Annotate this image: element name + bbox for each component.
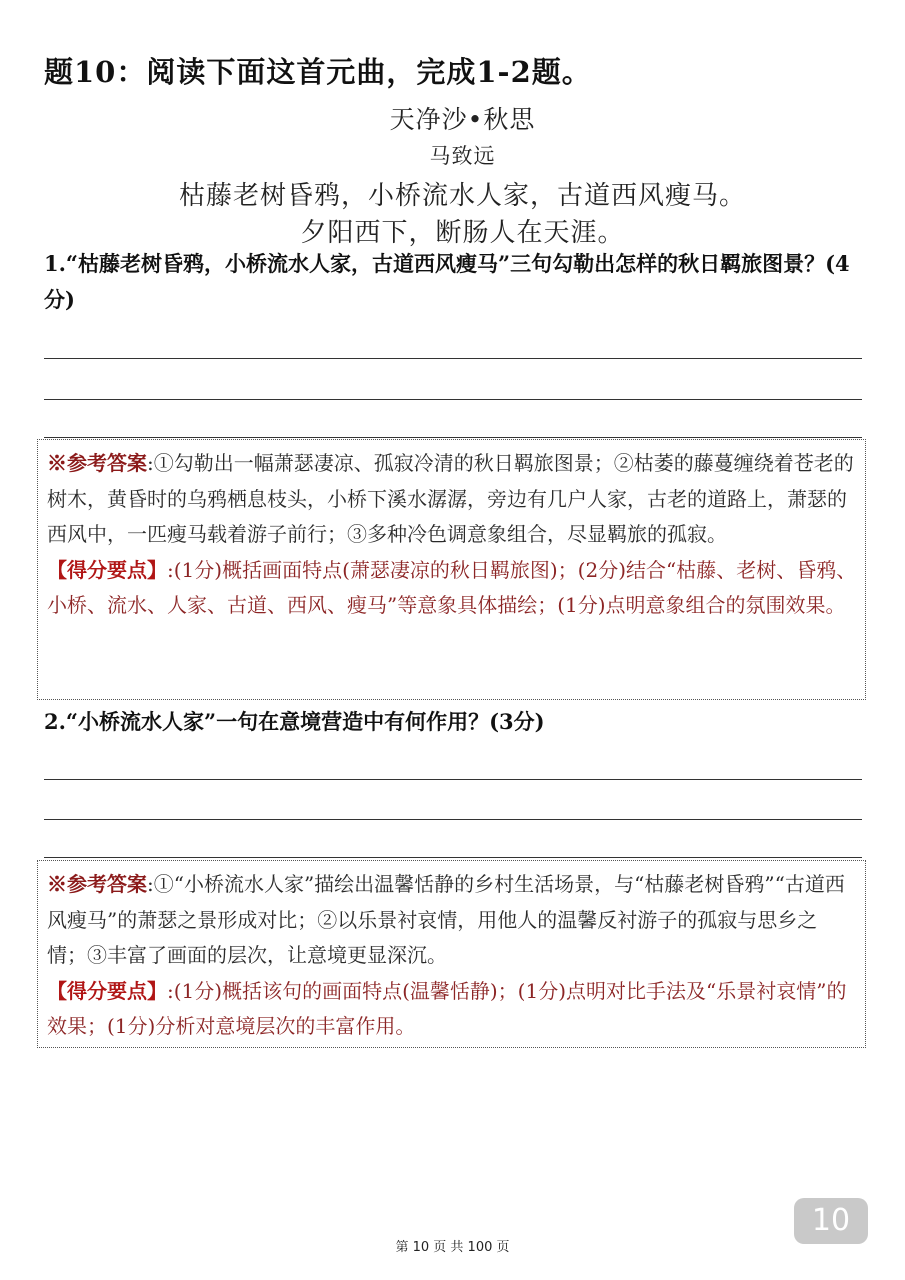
page-number-badge: 10 bbox=[794, 1198, 868, 1244]
answer-box-1 bbox=[37, 439, 866, 700]
answer-line bbox=[44, 437, 862, 438]
scoring-points-label: 【得分要点】 bbox=[47, 557, 167, 582]
page-footer: 第 10 页 共 100 页 bbox=[395, 1240, 510, 1255]
reference-answer-label: ※参考答案 bbox=[47, 451, 147, 475]
scoring-points-1 bbox=[47, 553, 857, 624]
reference-answer-text: :①勾勒出一幅萧瑟凄凉、孤寂冷清的秋日羁旅图景；②枯萎的藤蔓缠绕着苍老的树木，黄昏时的乌鸦栖息枝头，小桥下溪水潺潺，旁边有几户人家，古老的道路上，萧瑟的西风中，一匹瘦马载着游子前行；③多种冷色调意象组合，尽显羁旅的孤寂。 bbox=[47, 451, 854, 546]
reference-answer-text: :①“小桥流水人家”描绘出温馨恬静的乡村生活场景，与“枯藤老树昏鸦”“古道西风瘦马”的萧瑟之景形成对比；②以乐景衬哀情，用他人的温馨反衬游子的孤寂与思乡之情；③丰富了画面的层次，让意境更显深沉。 bbox=[47, 872, 845, 967]
reference-answer-1 bbox=[47, 446, 857, 553]
answer-line bbox=[44, 857, 862, 858]
question-set-title: 题10：阅读下面这首元曲，完成1-2题。 bbox=[44, 55, 592, 89]
poem-author: 马致远 bbox=[429, 144, 496, 168]
reference-answer-2 bbox=[47, 867, 857, 974]
question-1: 1.“枯藤老树昏鸦，小桥流水人家，古道西风瘦马”三句勾勒出怎样的秋日羁旅图景？(4分) bbox=[44, 251, 850, 312]
scoring-points-text: :(1分)概括画面特点(萧瑟凄凉的秋日羁旅图)；(2分)结合“枯藤、老树、昏鸦、小桥、流水、人家、古道、西风、瘦马”等意象具体描绘；(1分)点明意象组合的氛围效果。 bbox=[47, 557, 857, 617]
scoring-points-label: 【得分要点】 bbox=[47, 978, 167, 1003]
answer-line bbox=[44, 358, 862, 359]
answer-line bbox=[44, 819, 862, 820]
scoring-points-2 bbox=[47, 974, 857, 1045]
poem-title: 天净沙•秋思 bbox=[389, 105, 536, 134]
reference-answer-label: ※参考答案 bbox=[47, 872, 147, 896]
question-2: 2.“小桥流水人家”一句在意境营造中有何作用？(3分) bbox=[44, 709, 545, 734]
scoring-points-text: :(1分)概括该句的画面特点(温馨恬静)；(1分)点明对比手法及“乐景衬哀情”的效果；(1分)分析对意境层次的丰富作用。 bbox=[47, 978, 847, 1038]
answer-line bbox=[44, 399, 862, 400]
poem-line-1: 枯藤老树昏鸦，小桥流水人家，古道西风瘦马。 bbox=[178, 181, 746, 211]
poem-line-2: 夕阳西下，断肠人在天涯。 bbox=[300, 218, 625, 248]
answer-box-2 bbox=[37, 860, 866, 1048]
answer-line bbox=[44, 779, 862, 780]
